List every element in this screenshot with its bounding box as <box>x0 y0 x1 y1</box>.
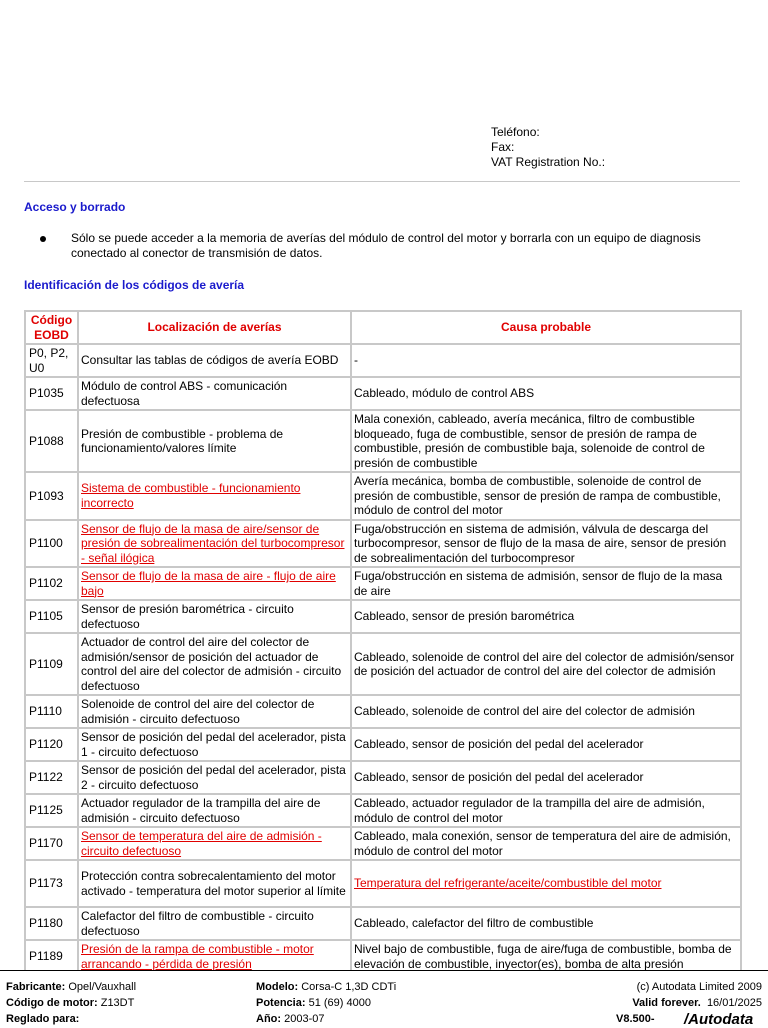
code-cell: P1173 <box>25 860 78 907</box>
table-row <box>25 761 741 794</box>
location-cell: Actuador regulador de la trampilla del aire de admisión - circuito defectuoso <box>78 794 351 827</box>
cause-cell: Cableado, actuador regulador de la trampilla del aire de admisión, módulo de control del motor <box>351 794 741 827</box>
footer-model <box>256 980 396 994</box>
table-row <box>25 567 741 600</box>
autodata-logo: /Autodata <box>684 1011 754 1028</box>
location-cell: Presión de combustible - problema de funcionamiento/valores límite <box>78 410 351 472</box>
bullet-text: Sólo se puede acceder a la memoria de averías del módulo de control del motor y borrarla con un equipo de diagnosis conectado al conector de transmisión de datos. <box>71 231 701 260</box>
footer-manufacturer <box>6 980 136 994</box>
table-row <box>25 827 741 860</box>
table-row <box>25 907 741 940</box>
table-row <box>25 410 741 472</box>
fax-label: Fax: <box>491 140 515 154</box>
table-row <box>25 472 741 520</box>
footer-date: 16/01/2025 <box>706 997 762 1009</box>
location-link[interactable]: Sensor de flujo de la masa de aire/sensor de presión de sobrealimentación del turbocompresor - señal ilógica <box>78 520 351 568</box>
cause-cell: Fuga/obstrucción en sistema de admisión, válvula de descarga del turbocompresor, sensor de flujo de la masa de aire, sensor de presión de sobrealimentación del turbocompresor <box>351 520 741 568</box>
power-label: Potencia: <box>256 997 306 1009</box>
table-row <box>25 695 741 728</box>
version: V8.500- <box>616 1013 655 1025</box>
cause-cell: - <box>351 344 741 377</box>
cause-cell: Cableado, mala conexión, sensor de temperatura del aire de admisión, módulo de control del motor <box>351 827 741 860</box>
location-link[interactable]: Sensor de flujo de la masa de aire - flujo de aire bajo <box>78 567 351 600</box>
code-cell: P1122 <box>25 761 78 794</box>
footer-valid <box>632 996 762 1010</box>
cause-link[interactable]: Temperatura del refrigerante/aceite/combustible del motor <box>351 860 741 907</box>
code-cell: P1105 <box>25 600 78 633</box>
location-cell: Sensor de presión barométrica - circuito defectuoso <box>78 600 351 633</box>
bullet-item <box>40 231 730 261</box>
code-cell: P1093 <box>25 472 78 520</box>
cause-cell: Cableado, solenoide de control del aire del colector de admisión <box>351 695 741 728</box>
code-cell: P1125 <box>25 794 78 827</box>
code-cell: P1102 <box>25 567 78 600</box>
header-location: Localización de averías <box>78 311 351 344</box>
location-cell: Consultar las tablas de códigos de avería EOBD <box>78 344 351 377</box>
code-cell: P1180 <box>25 907 78 940</box>
footer-power <box>256 996 371 1010</box>
bullet-icon <box>40 236 46 242</box>
phone-label: Teléfono: <box>491 125 540 139</box>
cause-cell: Cableado, módulo de control ABS <box>351 377 741 410</box>
model-value: Corsa-C 1,3D CDTi <box>301 981 397 993</box>
table-row <box>25 344 741 377</box>
cause-cell: Cableado, calefactor del filtro de combustible <box>351 907 741 940</box>
engine-code-value: Z13DT <box>100 997 135 1009</box>
adjusted-label: Reglado para: <box>6 1013 80 1025</box>
manufacturer-label: Fabricante: <box>6 981 66 993</box>
code-cell: P1109 <box>25 633 78 695</box>
code-cell: P1110 <box>25 695 78 728</box>
table-row <box>25 728 741 761</box>
cause-cell: Cableado, sensor de posición del pedal del acelerador <box>351 728 741 761</box>
table-row <box>25 794 741 827</box>
location-link[interactable]: Sensor de temperatura del aire de admisión - circuito defectuoso <box>78 827 351 860</box>
cause-cell: Cableado, sensor de posición del pedal del acelerador <box>351 761 741 794</box>
code-cell: P1170 <box>25 827 78 860</box>
table-row <box>25 520 741 568</box>
code-cell: P1088 <box>25 410 78 472</box>
power-value: 51 (69) 4000 <box>308 997 371 1009</box>
cause-cell: Avería mecánica, bomba de combustible, solenoide de control de presión de combustible, sensor de presión de rampa de combustible, módulo de control del motor <box>351 472 741 520</box>
cause-cell: Mala conexión, cableado, avería mecánica, filtro de combustible bloqueado, fuga de combustible, sensor de presión de rampa de combustible, presión de combustible baja, solenoide de control de presión de combustible <box>351 410 741 472</box>
header-cause: Causa probable <box>351 311 741 344</box>
table-row <box>25 860 741 907</box>
location-cell: Módulo de control ABS - comunicación defectuosa <box>78 377 351 410</box>
location-link[interactable]: Sistema de combustible - funcionamiento incorrecto <box>78 472 351 520</box>
manufacturer-value: Opel/Vauxhall <box>68 981 137 993</box>
cause-cell: Nivel bajo de combustible, fuga de aire/fuga de combustible, bomba de elevación de combustible, inyector(es), bomba de alta presión <box>351 940 741 973</box>
code-cell: P0, P2, U0 <box>25 344 78 377</box>
table-row <box>25 377 741 410</box>
location-cell: Protección contra sobrecalentamiento del motor activado - temperatura del motor superior al límite <box>78 860 351 907</box>
location-cell: Sensor de posición del pedal del acelerador, pista 1 - circuito defectuoso <box>78 728 351 761</box>
cause-cell: Cableado, solenoide de control del aire del colector de admisión/sensor de posición del actuador de control del aire del colector de admisión <box>351 633 741 695</box>
fault-codes-table <box>24 310 742 974</box>
copyright: (c) Autodata Limited 2009 <box>636 981 762 993</box>
code-cell: P1100 <box>25 520 78 568</box>
code-cell: P1120 <box>25 728 78 761</box>
section-title-access: Acceso y borrado <box>24 200 126 214</box>
cause-cell: Fuga/obstrucción en sistema de admisión, sensor de flujo de la masa de aire <box>351 567 741 600</box>
section-title-codes: Identificación de los códigos de avería <box>24 278 245 292</box>
table-header-row <box>25 311 741 344</box>
engine-code-label: Código de motor: <box>6 997 98 1009</box>
location-cell: Actuador de control del aire del colector de admisión/sensor de posición del actuador de control del aire del colector de admisión - circuito defectuoso <box>78 633 351 695</box>
location-cell: Calefactor del filtro de combustible - circuito defectuoso <box>78 907 351 940</box>
cause-cell: Cableado, sensor de presión barométrica <box>351 600 741 633</box>
valid-label: Valid forever. <box>632 997 701 1009</box>
code-cell: P1189 <box>25 940 78 973</box>
table-row <box>25 940 741 973</box>
footer <box>0 970 768 1028</box>
location-link[interactable]: Presión de la rampa de combustible - motor arrancando - pérdida de presión <box>78 940 351 973</box>
header-code: Código EOBD <box>25 311 78 344</box>
vat-label: VAT Registration No.: <box>491 155 606 169</box>
code-cell: P1035 <box>25 377 78 410</box>
table-row <box>25 600 741 633</box>
model-label: Modelo: <box>256 981 299 993</box>
year-label: Año: <box>256 1013 282 1025</box>
footer-engine-code <box>6 996 134 1010</box>
location-cell: Solenoide de control del aire del colector de admisión - circuito defectuoso <box>78 695 351 728</box>
location-cell: Sensor de posición del pedal del acelerador, pista 2 - circuito defectuoso <box>78 761 351 794</box>
year-value: 2003-07 <box>284 1013 325 1025</box>
table-row <box>25 633 741 695</box>
contact-block <box>491 125 605 170</box>
divider <box>24 181 740 182</box>
